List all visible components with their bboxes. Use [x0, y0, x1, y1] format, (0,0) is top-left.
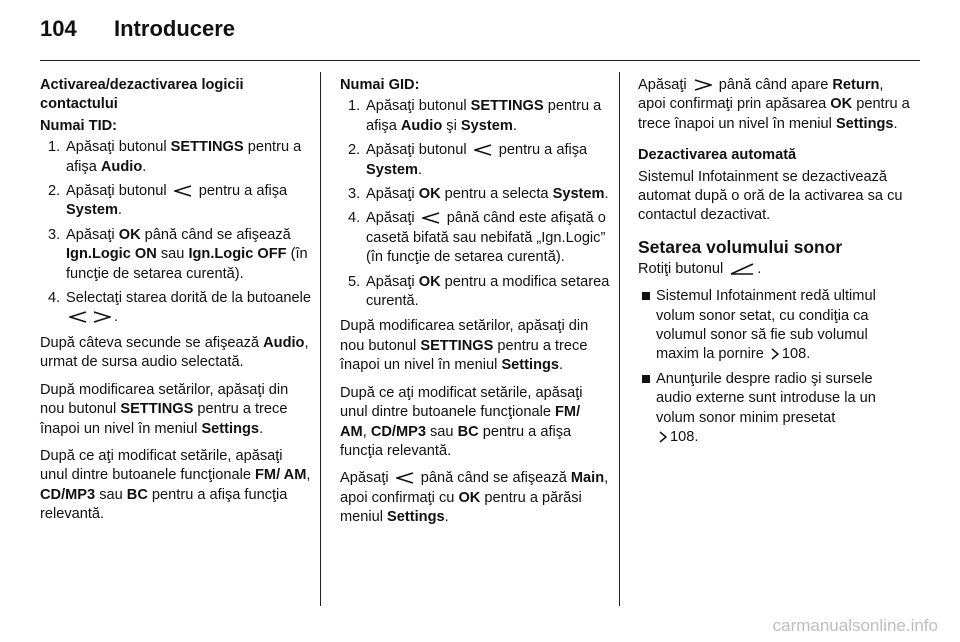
section-title-volume: Setarea volumului sonor: [638, 236, 843, 257]
text: pentru a afişa funcţia relevantă.: [340, 423, 572, 459]
bold-text: System: [552, 186, 605, 203]
list-item: [340, 97, 610, 136]
text: până când se afişează: [416, 470, 571, 487]
arrow-left-icon: [396, 472, 414, 484]
column-1: [40, 76, 312, 533]
text: .: [512, 117, 517, 134]
page-ref-icon: [659, 431, 667, 443]
text: .: [559, 357, 564, 374]
text: .: [142, 158, 147, 175]
step-number: 2.: [348, 142, 361, 159]
bold-text: SETTINGS: [420, 337, 494, 354]
bold-text: Audio: [263, 334, 305, 351]
text: Selectaţi starea dorită de la butoanele: [66, 290, 312, 307]
text: (în funcţie de setarea curentă).: [66, 246, 308, 282]
text: După câteva secunde se afişează: [40, 334, 264, 351]
text: .: [604, 186, 609, 203]
text: până când este afişată o casetă bifată sau nebifată „Ign.Logic” (în funcţie de setarea curentă).: [366, 210, 606, 266]
text: ,: [362, 423, 371, 440]
text: sau: [425, 423, 458, 440]
step-number: 1.: [348, 98, 361, 115]
text: pentru a afişa: [366, 98, 602, 134]
step-number: 4.: [348, 210, 361, 227]
list-item: [638, 287, 910, 365]
gid-steps: [340, 97, 610, 311]
bold-text: System: [66, 202, 118, 219]
list-item: [340, 185, 610, 204]
step-number: 4.: [48, 290, 61, 307]
bold-text: BC: [126, 486, 148, 503]
volume-notes: [638, 287, 910, 447]
text: Apăsaţi: [366, 273, 419, 290]
arrow-left-icon: [174, 185, 192, 197]
list-item: [40, 289, 312, 328]
bold-text: SETTINGS: [120, 401, 194, 418]
text: După modificarea setărilor, apăsaţi din nou butonul: [340, 318, 589, 354]
text: Apăsaţi: [340, 470, 393, 487]
text: .: [117, 202, 122, 219]
text: ,: [306, 467, 311, 484]
bold-text: Settings: [501, 357, 560, 374]
bold-text: CD/MP3: [370, 423, 426, 440]
bold-text: BC: [457, 423, 479, 440]
text: .: [757, 260, 762, 277]
bold-text: Settings: [201, 420, 260, 437]
bold-text: Return: [832, 77, 880, 93]
bold-text: Audio: [400, 117, 443, 134]
text: Sistemul Infotainment redă ultimul volum sonor setat, cu condiţia ca volumul sonor să fie sub volumul maxim la pornire: [656, 288, 876, 363]
text: .: [417, 161, 422, 178]
page-reference-link[interactable]: 108.: [670, 429, 699, 446]
list-item: [340, 209, 610, 267]
text: pentru a afişa: [194, 183, 288, 200]
list-item: [40, 138, 312, 177]
step-number: 1.: [48, 139, 61, 156]
step-number: 5.: [348, 273, 361, 290]
paragraph: Sistemul Infotainment se dezactivează automat după o oră de la activarea sa cu contactul dezactivat.: [638, 168, 903, 224]
paragraph: [638, 260, 910, 279]
list-item: [40, 226, 312, 284]
heading-tid-only: Numai TID:: [40, 117, 118, 134]
arrow-left-icon: [474, 144, 492, 156]
text: pentru a afişa funcţia relevantă.: [40, 486, 288, 523]
arrow-left-icon: [69, 311, 87, 323]
text: pentru a selecta: [440, 186, 553, 203]
paragraph: [40, 381, 312, 439]
bold-text: Settings: [387, 509, 445, 526]
paragraph: [40, 447, 312, 525]
text: După modificarea setărilor, apăsaţi din nou butonul: [40, 381, 289, 418]
text: sau: [95, 486, 127, 503]
paragraph: [340, 469, 610, 527]
page-ref-icon: [771, 348, 779, 360]
text: Apăsaţi butonul: [366, 98, 471, 115]
bold-text: CD/MP3: [40, 486, 96, 503]
text: şi: [442, 117, 461, 134]
bold-text: OK: [118, 226, 141, 243]
bold-text: Ign.Logic ON: [66, 246, 157, 263]
bold-text: OK: [830, 96, 853, 113]
text: Apăsaţi: [366, 186, 419, 203]
text: până când se afişează: [140, 226, 291, 243]
text: până când apare: [714, 77, 833, 93]
arrow-left-icon: [422, 212, 440, 224]
list-item: [340, 273, 610, 312]
bullet-square-icon: [642, 375, 650, 383]
bold-text: OK: [418, 186, 441, 203]
heading-auto-shutdown: Dezactivarea automată: [638, 147, 797, 164]
text: pentru a trece înapoi un nivel în meniul: [40, 401, 288, 437]
page-header: [40, 16, 920, 52]
heading-ignition-logic: Activarea/dezactivarea logicii contactului: [40, 77, 244, 113]
text: pentru a trece înapoi un nivel în meniul: [340, 337, 588, 374]
text: Anunţurile despre radio şi sursele audio externe sunt introduse la un volum sonor minim presetat: [656, 370, 876, 426]
page-reference-link[interactable]: 108.: [781, 346, 811, 363]
text: Apăsaţi: [638, 77, 691, 93]
column-3: [638, 76, 910, 453]
text: Apăsaţi: [366, 210, 419, 227]
bold-text: Settings: [835, 115, 894, 132]
text: După ce aţi modificat setările, apăsaţi unul dintre butoanele funcţionale: [40, 447, 283, 484]
paragraph: [40, 334, 312, 373]
text: Rotiţi butonul: [638, 260, 728, 277]
bold-text: Main: [570, 470, 605, 487]
text: sau: [156, 246, 189, 263]
text: Apăsaţi butonul: [66, 183, 171, 200]
column-divider-2: [619, 72, 620, 606]
heading-gid-only: Numai GID:: [340, 77, 420, 93]
paragraph: [340, 384, 610, 462]
step-number: 3.: [348, 186, 361, 203]
text: , urmat de sursa audio selectată.: [40, 334, 309, 371]
text: , apoi confirmaţi prin apăsarea: [638, 77, 884, 113]
header-divider: [40, 60, 920, 61]
text: Apăsaţi butonul: [66, 139, 171, 156]
page-title: Introducere: [114, 16, 236, 41]
bold-text: System: [460, 117, 513, 134]
text: După ce aţi modificat setările, apăsaţi unul dintre butoanele funcţionale: [340, 384, 583, 421]
paragraph: [340, 317, 610, 375]
text: pentru a afişa: [494, 142, 588, 159]
bold-text: SETTINGS: [170, 139, 244, 156]
text: , apoi confirmaţi cu: [340, 470, 609, 506]
arrow-right-icon: [93, 311, 111, 323]
step-number: 3.: [48, 226, 61, 243]
text: .: [893, 115, 898, 132]
text: .: [444, 509, 449, 526]
bold-text: FM/ AM: [340, 404, 581, 440]
text: Apăsaţi butonul: [366, 142, 471, 159]
text: .: [114, 309, 119, 326]
list-item: [40, 182, 312, 221]
bold-text: OK: [418, 273, 441, 290]
paragraph: [638, 76, 910, 134]
list-item: [340, 141, 610, 180]
tid-steps: [40, 138, 312, 328]
text: pentru a trece înapoi un nivel în meniul: [638, 96, 910, 132]
bold-text: System: [366, 161, 418, 178]
watermark: carmanualsonline.info: [772, 616, 938, 635]
bold-text: Ign.Logic OFF: [188, 246, 287, 263]
step-number: 2.: [48, 183, 61, 200]
text: pentru a afişa: [66, 139, 302, 175]
bold-text: Audio: [100, 158, 143, 175]
volume-knob-icon: [730, 263, 754, 275]
column-divider-1: [320, 72, 321, 606]
arrow-right-icon: [694, 79, 712, 91]
page-number: 104: [40, 16, 77, 41]
text: pentru a părăsi meniul: [340, 489, 582, 526]
bullet-square-icon: [642, 292, 650, 300]
text: pentru a modifica setarea curentă.: [366, 273, 610, 310]
bold-text: SETTINGS: [470, 98, 544, 115]
bold-text: FM/ AM: [255, 467, 307, 484]
text: Apăsaţi: [66, 226, 119, 243]
column-2: [340, 76, 610, 536]
text: .: [259, 420, 264, 437]
list-item: [638, 370, 910, 448]
bold-text: OK: [458, 489, 481, 506]
